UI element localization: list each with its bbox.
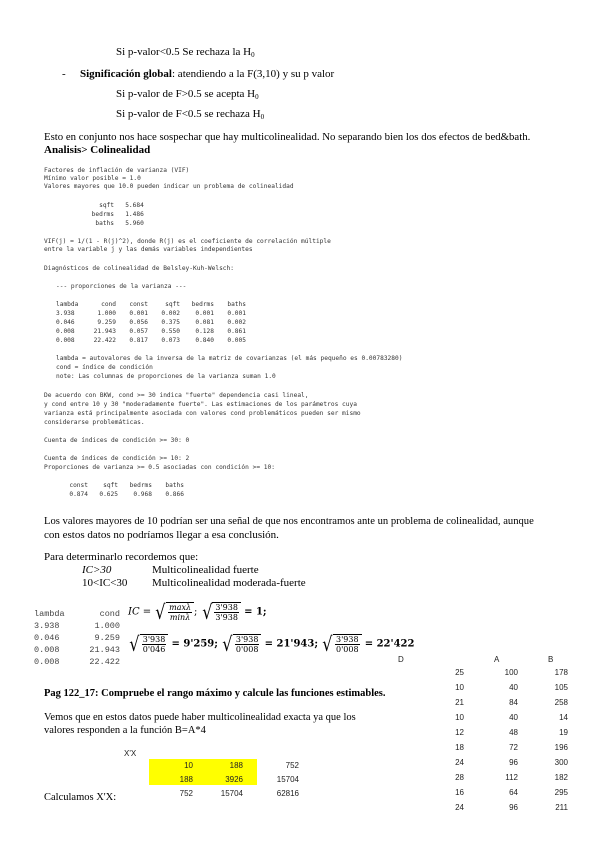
- calc-label: Calculamos X'X:: [44, 792, 117, 803]
- lambda-row: 0.046 9.259: [34, 633, 120, 643]
- output-line: y cond entre 10 y 30 "moderadamente fuerte". Las estimaciones de los parámetros cuya: [44, 401, 357, 408]
- vif-row: sqft 5.684: [99, 202, 144, 209]
- output-line: lambda = autovalores de la inversa de la matriz de covarianzas (el más pequeño es 0.00783280): [56, 355, 403, 362]
- col-header-d: D: [398, 655, 404, 664]
- data-row: 21 84 258: [455, 698, 568, 707]
- xtx-label: X'X: [124, 749, 137, 758]
- data-row: 18 72 196: [455, 743, 568, 752]
- ic-moderate-text: Multicolinealidad moderada-fuerte: [152, 577, 306, 589]
- output-line: entre la variable j y las demás variables independientes: [44, 246, 253, 253]
- exercise-heading: Pag 122_17: Compruebe el rango máximo y calcule las funciones estimables.: [44, 688, 386, 699]
- data-row: 25 100 178: [455, 668, 568, 677]
- paragraph: valores responden a la función B=A*4: [44, 725, 206, 736]
- col-header-b: B: [548, 655, 554, 664]
- ic-strong-label: IC>30: [82, 564, 112, 576]
- paragraph: Vemos que en estos datos puede haber multicolinealidad exacta ya que los: [44, 712, 356, 723]
- col-header-a: A: [494, 655, 500, 664]
- bkw-row: 3.938 1.000 0.001 0.002 0.001 0.001: [56, 310, 246, 317]
- xtx-row: 752 15704 62816: [179, 789, 299, 798]
- vif-row: baths 5.960: [95, 220, 144, 227]
- output-line: considerarse problemáticas.: [44, 419, 145, 426]
- prop-values: 0.874 0.625 0.968 0.866: [69, 491, 184, 498]
- output-line: --- proporciones de la varianza ---: [56, 283, 187, 290]
- bullet: -: [62, 68, 66, 80]
- data-row: 28 112 182: [455, 773, 568, 782]
- output-line: Cuenta de índices de condición >= 30: 0: [44, 437, 190, 444]
- cond-formulas: √ $\frac{3'938}{0'046}$ = 9'259; √ $\frac{3'938}{0'008}$ = 21'943; √ $\frac{3'938}{0'008}$ = 22'422: [129, 632, 415, 656]
- output-line: Mínimo valor posible = 1.0: [44, 175, 141, 182]
- data-row: 24 96 211: [455, 803, 568, 812]
- data-row: 10 40 14: [455, 713, 568, 722]
- bkw-header: lambda cond const sqft bedrms baths: [56, 301, 246, 308]
- section-heading: Analisis> Colinealidad: [44, 144, 151, 156]
- rule-pvalue-reject: Si p-valor<0.5 Se rechaza la $H_0$: [116, 46, 255, 59]
- output-line: Proporciones de varianza >= 0.5 asociadas con condición >= 10:: [44, 464, 275, 471]
- output-line: Valores mayores que 10.0 pueden indicar un problema de colinealidad: [44, 183, 294, 190]
- lambda-row: 0.008 22.422: [34, 657, 120, 667]
- output-line: Cuenta de índices de condición >= 10: 2: [44, 455, 190, 462]
- xtx-row: 10 188 752: [184, 761, 299, 770]
- prop-header: const sqft bedrms baths: [69, 482, 184, 489]
- output-line: note: Las columnas de proporciones de la varianza suman 1.0: [56, 373, 276, 380]
- vif-row: bedrms 1.486: [91, 211, 144, 218]
- bkw-row: 0.008 21.943 0.057 0.550 0.128 0.861: [56, 328, 246, 335]
- paragraph: con estos datos no podríamos llegar a esa conclusión.: [44, 529, 279, 541]
- paragraph: Los valores mayores de 10 podrían ser una señal de que nos encontramos ante un problema de colinealidad, aunque: [44, 516, 534, 527]
- ic-moderate-label: 10<IC<30: [82, 577, 128, 589]
- output-line: Factores de inflación de varianza (VIF): [44, 167, 190, 174]
- lambda-header: lambda cond: [34, 609, 120, 619]
- data-row: 10 40 105: [455, 683, 568, 692]
- ic-strong-text: Multicolinealidad fuerte: [152, 564, 259, 576]
- lambda-row: 3.938 1.000: [34, 621, 120, 631]
- output-line: cond = índice de condición: [56, 364, 153, 371]
- output-line: VIF(j) = 1/(1 - R(j)^2), donde R(j) es el coeficiente de correlación múltiple: [44, 238, 331, 245]
- output-line: De acuerdo con BKW, cond >= 30 indica "fuerte" dependencia casi lineal,: [44, 392, 309, 399]
- bkw-row: 0.008 22.422 0.817 0.073 0.840 0.005: [56, 337, 246, 344]
- lambda-row: 0.008 21.943: [34, 645, 120, 655]
- paragraph: Para determinarlo recordemos que:: [44, 551, 199, 563]
- ic-formula: IC = √ $\frac{\max\lambda}{\min\lambda}$ ; √ $\frac{3'938}{3'938}$ = 1;: [128, 600, 267, 624]
- conclusion-text: Esto en conjunto nos hace sospechar que hay multicolinealidad. No separando bien los dos efectos de bed&bath.: [44, 131, 531, 143]
- xtx-row: 188 3926 15704: [179, 775, 299, 784]
- rule-f-accept: Si p-valor de F>0.5 se acepta $H_0$: [116, 88, 259, 101]
- data-row: 12 48 19: [455, 728, 568, 737]
- global-significance-line: Significación global: atendiendo a la F(3,10) y su p valor: [80, 68, 335, 80]
- output-line: Diagnósticos de colinealidad de Belsley-Kuh-Welsch:: [44, 265, 234, 272]
- bkw-row: 0.046 9.259 0.056 0.375 0.081 0.002: [56, 319, 246, 326]
- data-row: 16 64 295: [455, 788, 568, 797]
- output-line: varianza está principalmente asociada con valores cond problemáticos pueden ser mismo: [44, 410, 361, 417]
- data-row: 24 96 300: [455, 758, 568, 767]
- rule-f-reject: Si p-valor de F<0.5 se rechaza $H_0$: [116, 108, 265, 121]
